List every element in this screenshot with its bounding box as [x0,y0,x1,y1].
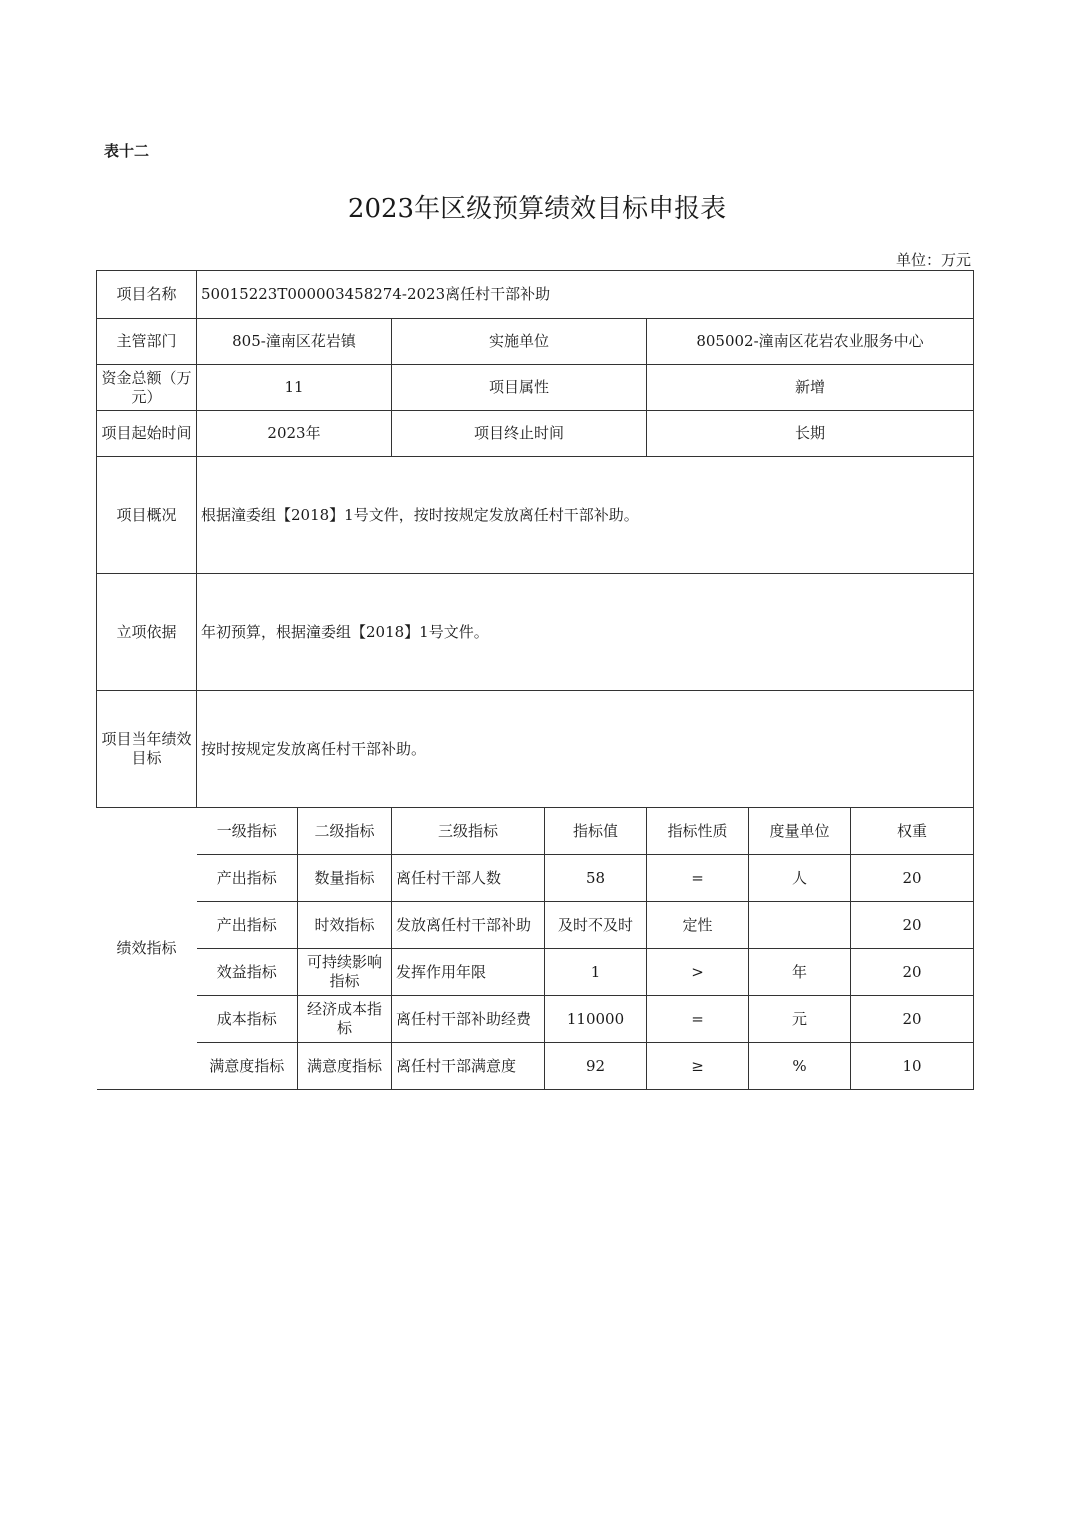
goal-label: 项目当年绩效目标 [97,691,197,808]
performance-target-table [96,270,974,1090]
perf-level3: 发挥作用年限 [392,949,545,996]
perf-weight: 20 [851,855,974,902]
attr-label: 项目属性 [392,365,647,411]
start-value: 2023年 [197,411,392,457]
perf-level1: 产出指标 [197,855,298,902]
perf-value: 110000 [545,996,647,1043]
perf-level2: 经济成本指标 [298,996,392,1043]
perf-level3: 离任村干部补助经费 [392,996,545,1043]
dept-label: 主管部门 [97,319,197,365]
project-name-label: 项目名称 [97,271,197,319]
perf-level1: 效益指标 [197,949,298,996]
perf-value: 及时不及时 [545,902,647,949]
impl-value: 805002-潼南区花岩农业服务中心 [647,319,974,365]
perf-weight: 10 [851,1043,974,1090]
table-row [97,902,974,949]
perf-level2: 可持续影响指标 [298,949,392,996]
perf-value: 92 [545,1043,647,1090]
perf-header-level1: 一级指标 [197,808,298,855]
perf-level1: 成本指标 [197,996,298,1043]
perf-weight: 20 [851,902,974,949]
project-name-value: 50015223T000003458274-2023离任村干部补助 [197,271,974,319]
table-row [97,855,974,902]
perf-nature: = [647,996,749,1043]
perf-level2: 数量指标 [298,855,392,902]
fund-value: 11 [197,365,392,411]
table-row [97,1043,974,1090]
perf-indicators-label: 绩效指标 [97,808,197,1090]
fund-label: 资金总额（万元） [97,365,197,411]
perf-unit [749,902,851,949]
perf-unit: 年 [749,949,851,996]
perf-unit: 人 [749,855,851,902]
perf-level3: 离任村干部满意度 [392,1043,545,1090]
perf-nature: > [647,949,749,996]
table-row [97,996,974,1043]
perf-level2: 时效指标 [298,902,392,949]
perf-level1: 满意度指标 [197,1043,298,1090]
perf-header-level3: 三级指标 [392,808,545,855]
perf-header-nature: 指标性质 [647,808,749,855]
perf-weight: 20 [851,996,974,1043]
unit-note: 单位：万元 [895,251,971,269]
basis-label: 立项依据 [97,574,197,691]
goal-value: 按时按规定发放离任村干部补助。 [197,691,974,808]
perf-level1: 产出指标 [197,902,298,949]
perf-weight: 20 [851,949,974,996]
perf-header-unit: 度量单位 [749,808,851,855]
attr-value: 新增 [647,365,974,411]
overview-label: 项目概况 [97,457,197,574]
basis-value: 年初预算，根据潼委组【2018】1号文件。 [197,574,974,691]
perf-value: 58 [545,855,647,902]
perf-header-weight: 权重 [851,808,974,855]
table-row [97,949,974,996]
start-label: 项目起始时间 [97,411,197,457]
perf-value: 1 [545,949,647,996]
perf-level2: 满意度指标 [298,1043,392,1090]
impl-label: 实施单位 [392,319,647,365]
perf-level3: 发放离任村干部补助 [392,902,545,949]
perf-header-level2: 二级指标 [298,808,392,855]
dept-value: 805-潼南区花岩镇 [197,319,392,365]
perf-header-value: 指标值 [545,808,647,855]
document-title: 2023年区级预算绩效目标申报表 [347,194,727,224]
perf-nature: ≥ [647,1043,749,1090]
perf-nature: = [647,855,749,902]
perf-level3: 离任村干部人数 [392,855,545,902]
end-label: 项目终止时间 [392,411,647,457]
overview-value: 根据潼委组【2018】1号文件，按时按规定发放离任村干部补助。 [197,457,974,574]
table-number-label: 表十二 [104,142,150,160]
end-value: 长期 [647,411,974,457]
perf-unit: % [749,1043,851,1090]
perf-nature: 定性 [647,902,749,949]
perf-unit: 元 [749,996,851,1043]
